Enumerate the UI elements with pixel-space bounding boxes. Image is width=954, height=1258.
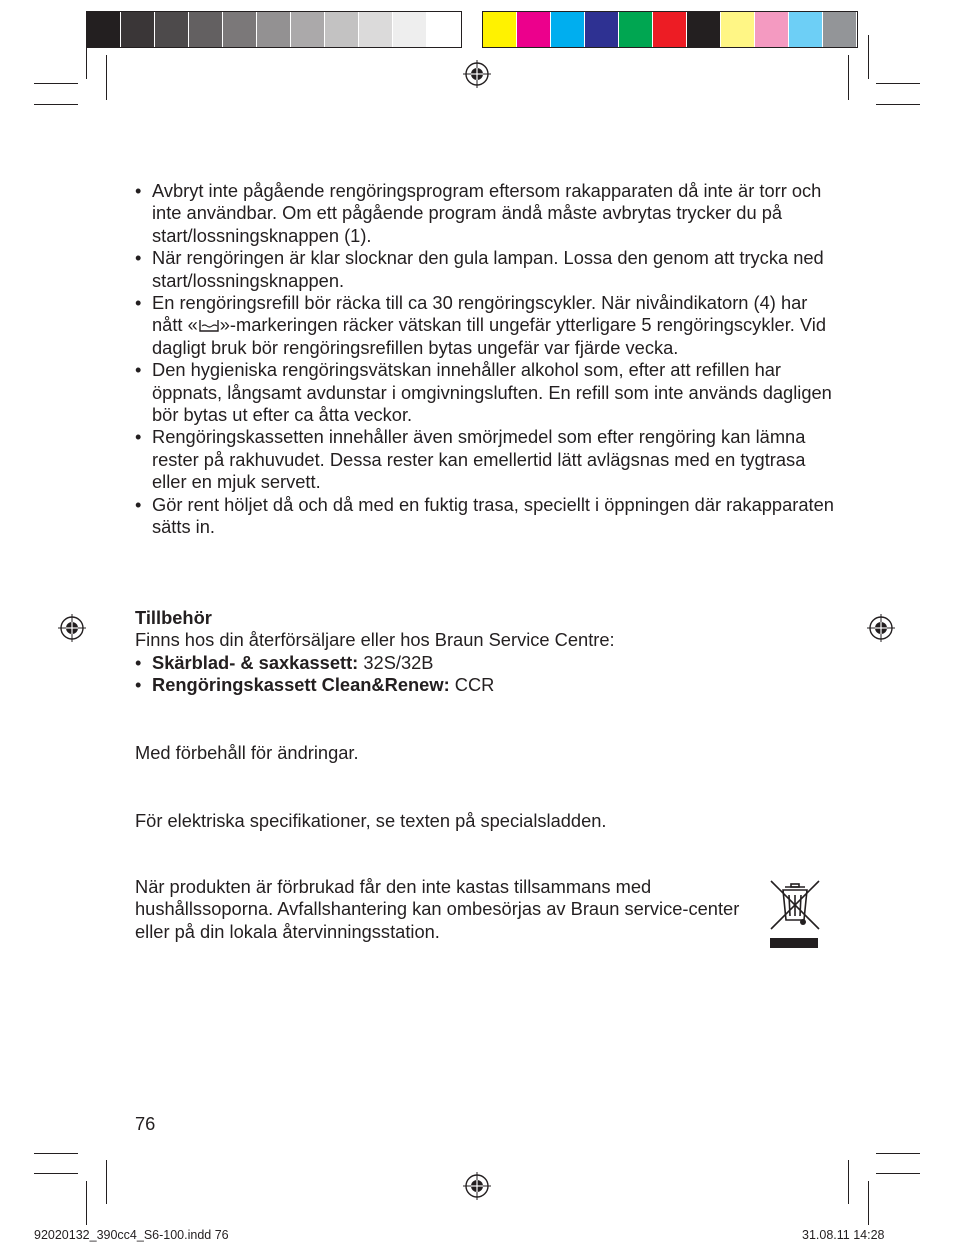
list-item xyxy=(135,674,835,696)
accessories-list xyxy=(135,652,835,697)
crop-mark xyxy=(848,1160,849,1204)
level-mark-icon xyxy=(198,319,220,333)
color-swatch xyxy=(359,12,393,47)
list-item-text: »-markeringen räcker vätskan till ungefär ytterligare 5 rengöringscykler. Vid dagligt bruk bör rengöringsrefillen bytas ungefär var fjärde vecka. xyxy=(152,314,827,358)
crop-mark xyxy=(34,83,78,84)
color-swatch xyxy=(517,12,551,47)
color-swatch xyxy=(755,12,789,47)
accessory-label: Rengöringskassett Clean&Renew: xyxy=(152,674,450,696)
list-item: • När rengöringen är klar slocknar den gula lampan. Lossa den genom att trycka ned start/lossningsknappen. xyxy=(135,247,835,292)
crop-mark xyxy=(876,83,920,84)
crossed-out-wheelie-bin-icon xyxy=(768,878,822,950)
color-swatch xyxy=(721,12,755,47)
crop-mark xyxy=(876,1153,920,1154)
color-swatch xyxy=(87,12,121,47)
disposal-note: När produkten är förbrukad får den inte kastas tillsammans med hushållssoporna. Avfallshantering kan ombesörjas av Braun service-center eller på din lokala återvinningsstation. xyxy=(135,876,740,942)
color-swatch xyxy=(789,12,823,47)
crop-mark xyxy=(34,104,78,105)
color-swatch xyxy=(551,12,585,47)
color-swatch xyxy=(427,12,461,47)
page-number: 76 xyxy=(135,1113,156,1134)
color-swatch xyxy=(585,12,619,47)
reservation-note: Med förbehåll för ändringar. xyxy=(135,742,359,763)
color-swatch xyxy=(257,12,291,47)
registration-mark-icon xyxy=(462,1171,492,1201)
slug-date: 31.08.11 14:28 xyxy=(802,1228,885,1242)
registration-mark-icon xyxy=(57,613,87,643)
crop-mark xyxy=(868,1181,869,1225)
list-item: • Rengöringskassetten innehåller även smörjmedel som efter rengöring kan lämna rester på rakhuvudet. Dessa rester kan emellertid lätt avlägsnas med en tygtrasa eller en mjuk servett. xyxy=(135,426,835,493)
accessories-intro: Finns hos din återförsäljare eller hos Braun Service Centre: xyxy=(135,629,615,651)
list-item: • Avbryt inte pågående rengöringsprogram eftersom rakapparaten då inte är torr och inte användbar. Om ett pågående program ändå måste avbrytas trycker du på start/lossningsknappen (1). xyxy=(135,180,835,247)
crop-mark xyxy=(34,1173,78,1174)
process-color-bar xyxy=(482,11,858,48)
accessory-value: 32S/32B xyxy=(358,651,434,673)
color-swatch xyxy=(155,12,189,47)
section-heading: Tillbehör xyxy=(135,607,212,628)
list-item: • Den hygieniska rengöringsvätskan innehåller alkohol som, efter att refillen har öppnats, långsamt avdunstar i omgivningsluften. En refill som inte används dagligen bör bytas ut efter ca åtta veckor. xyxy=(135,359,835,426)
crop-mark xyxy=(86,35,87,79)
list-item xyxy=(135,652,835,674)
registration-mark-icon xyxy=(462,59,492,89)
color-swatch xyxy=(189,12,223,47)
accessory-label: Skärblad- & saxkassett: xyxy=(152,651,359,673)
color-swatch xyxy=(223,12,257,47)
color-swatch xyxy=(121,12,155,47)
color-swatch xyxy=(619,12,653,47)
list-item-text: En rengöringsrefill bör räcka till ca 30 rengöringscykler. När nivåindikatorn (4) har nått « xyxy=(152,292,808,336)
crop-mark xyxy=(868,35,869,79)
crop-mark xyxy=(106,55,107,100)
color-swatch xyxy=(483,12,517,47)
crop-mark xyxy=(34,1153,78,1154)
list-item: • Gör rent höljet då och då med en fuktig trasa, speciellt i öppningen där rakapparaten sätts in. xyxy=(135,494,835,539)
bullet-list xyxy=(135,180,835,539)
accessory-value: CCR xyxy=(449,674,495,696)
accessories-section xyxy=(135,607,835,697)
color-swatch xyxy=(687,12,721,47)
crop-mark xyxy=(106,1160,107,1204)
slug-filename: 92020132_390cc4_S6-100.indd 76 xyxy=(34,1228,229,1242)
electrical-note: För elektriska specifikationer, se texten på specialsladden. xyxy=(135,810,607,831)
crop-mark xyxy=(86,1181,87,1225)
crop-mark xyxy=(876,104,920,105)
color-swatch xyxy=(325,12,359,47)
crop-mark xyxy=(876,1173,920,1174)
registration-mark-icon xyxy=(866,613,896,643)
cleaning-instructions xyxy=(135,180,835,539)
color-swatch xyxy=(393,12,427,47)
color-swatch xyxy=(653,12,687,47)
grayscale-color-bar xyxy=(86,11,462,48)
list-item xyxy=(135,292,835,359)
color-swatch xyxy=(291,12,325,47)
crop-mark xyxy=(848,55,849,100)
color-swatch xyxy=(823,12,857,47)
